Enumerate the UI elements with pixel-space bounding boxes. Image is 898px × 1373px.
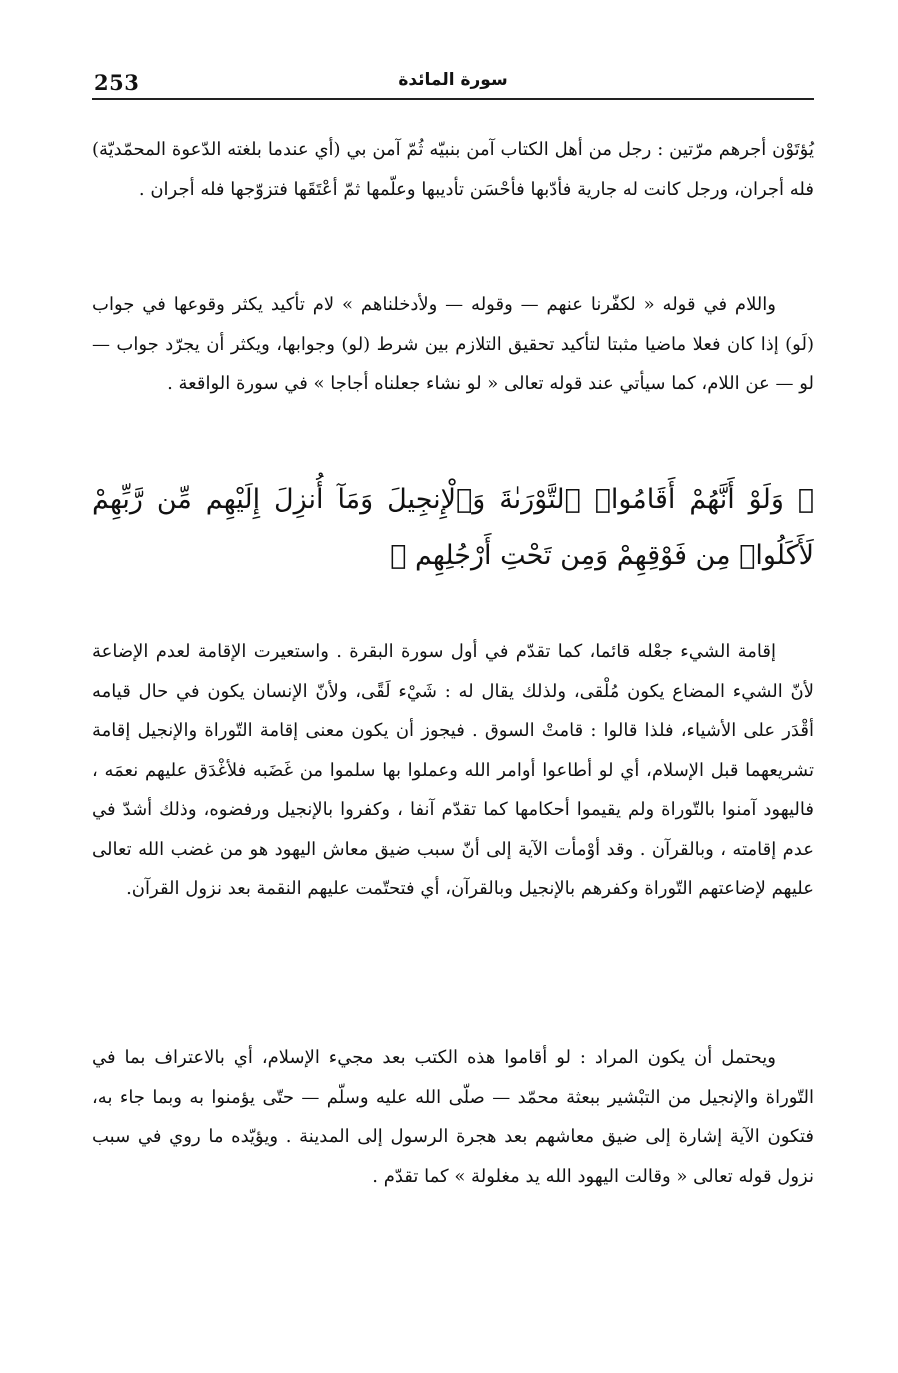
- header-rule: [92, 98, 814, 100]
- paragraph-text: واللام في قوله « لكفّرنا عنهم — وقوله — ولأدخلناهم » لام تأكيد يكثر وقوعها في جواب (لَو) إذا كان فعلا ماضيا مثبتا لتأكيد تحقيق التلازم بين شرط (لو) وجوابها، ويكثر أن يجرّد جواب — لو — عن اللام، كما سيأتي عند قوله تعالى « لو نشاء جعلناه أجاجا » في سورة الواقعة .: [92, 294, 814, 394]
- running-title: سورة المائدة: [398, 70, 508, 90]
- paragraph-1: [92, 130, 814, 209]
- paragraph-text: إقامة الشيء جعْله قائما، كما تقدّم في أول سورة البقرة . واستعيرت الإقامة لعدم الإضاعة لأنّ الشيء المضاع يكون مُلْقى، ولذلك يقال له : شَيْء لَقًى، ولأنّ الإنسان يكون في حال قيامه أقْدَر على الأشياء، فلذا قالوا : قامتْ السوق . فيجوز أن يكون معنى إقامة التّوراة والإنجيل إقامة تشريعهما قبل الإسلام، أي لو أطاعوا أوامر الله وعملوا بها سلموا من غَضَبه فلأغْدَق عليهم نعمَه ، فاليهود آمنوا بالتّوراة ولم يقيموا أحكامها كما تقدّم آنفا ، وكفروا بالإنجيل ورفضوه، وذلك أشدّ في عدم إقامته ، وبالقرآن . وقد أوْمأت الآية إلى أنّ سبب ضيق معاش اليهود هو من غضب الله تعالى عليهم لإضاعتهم التّوراة وكفرهم بالإنجيل وبالقرآن، أي فتحتّمت عليهم النقمة بعد نزول القرآن.: [92, 641, 814, 899]
- page-header: [92, 62, 814, 96]
- paragraph-2: [92, 285, 814, 404]
- paragraph-text: يُؤتَوْن أجرهم مرّتين : رجل من أهل الكتاب آمن بنبيّه ثُمّ آمن بي (أي عندما بلغته الدّعوة المحمّديّة) فله أجران، ورجل كانت له جارية فأدّبها فأحْسَن تأديبها وعلّمها ثمّ أعْتَقَها فتزوّجها فله أجران .: [92, 139, 814, 200]
- quran-verse: [92, 472, 814, 584]
- verse-text: ﴿ وَلَوْ أَنَّهُمْ أَقَامُوا۟ ٱلتَّوْرَىٰةَ وَٱلْإِنجِيلَ وَمَآ أُنزِلَ إِلَيْهِم مِّن رَّبِّهِمْ لَأَكَلُوا۟ مِن فَوْقِهِمْ وَمِن تَحْتِ أَرْجُلِهِم ﴾: [92, 484, 814, 571]
- paragraph-text: ويحتمل أن يكون المراد : لو أقاموا هذه الكتب بعد مجيء الإسلام، أي بالاعتراف بما في التّوراة والإنجيل من التبْشير ببعثة محمّد — صلّى الله عليه وسلّم — حتّى يؤمنوا به وبما جاء به، فتكون الآية إشارة إلى ضيق معاشهم بعد هجرة الرسول إلى المدينة . ويؤيّده ما روي في سبب نزول قوله تعالى « وقالت اليهود الله يد مغلولة » كما تقدّم .: [92, 1047, 814, 1187]
- paragraph-3: [92, 632, 814, 909]
- paragraph-4: [92, 1038, 814, 1196]
- page-number: 253: [94, 70, 140, 95]
